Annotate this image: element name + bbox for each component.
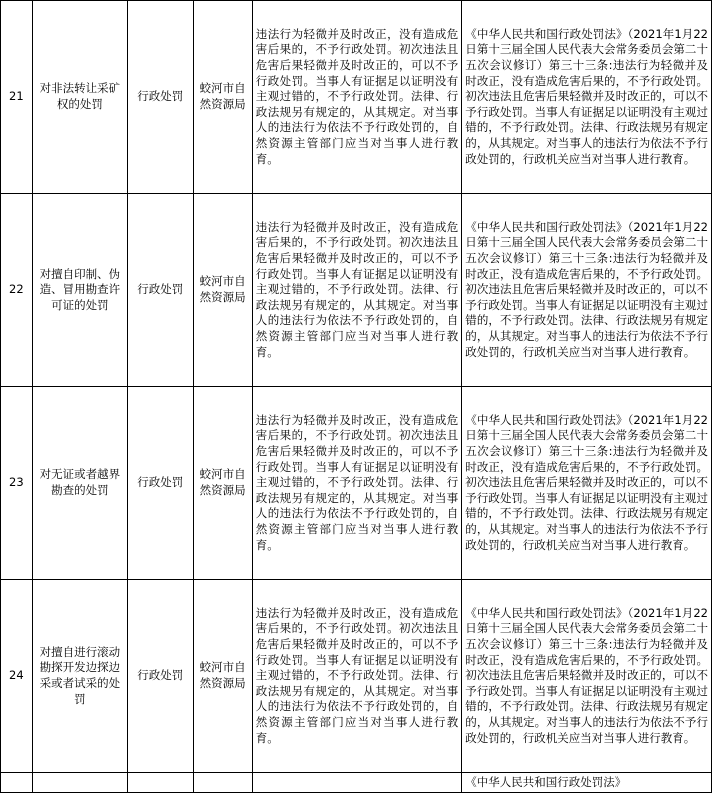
- item-type: 行政处罚: [127, 194, 193, 387]
- table-row: [1, 580, 712, 773]
- penalty-exemption-condition: 违法行为轻微并及时改正，没有造成危害后果的，不予行政处罚。初次违法且危害后果轻微并及时改正的，可以不予行政处罚。当事人有证据足以证明没有主观过错的，不予行政处罚。法律、行政法规另有规定的，从其规定。对当事人的违法行为依法不予行政处罚的，自然资源主管部门应当对当事人进行教育。: [252, 387, 461, 580]
- legal-basis: 《中华人民共和国行政处罚法》: [462, 773, 712, 793]
- legal-basis: 《中华人民共和国行政处罚法》（2021年1月22日第十三届全国人民代表大会常务委员会第二十五次会议修订）第三十三条:违法行为轻微并及时改正，没有造成危害后果的，不予行政处罚。初次违法且危害后果轻微并及时改正的，可以不予行政处罚。当事人有证据足以证明没有主观过错的，不予行政处罚。法律、行政法规另有规定的，从其规定。对当事人的违法行为依法不予行政处罚的，行政机关应当对当事人进行教育。: [462, 194, 712, 387]
- penalty-exemption-condition: 违法行为轻微并及时改正，没有造成危害后果的，不予行政处罚。初次违法且危害后果轻微并及时改正的，可以不予行政处罚。当事人有证据足以证明没有主观过错的，不予行政处罚。法律、行政法规另有规定的，从其规定。对当事人的违法行为依法不予行政处罚的，自然资源主管部门应当对当事人进行教育。: [252, 1, 461, 194]
- legal-basis: 《中华人民共和国行政处罚法》（2021年1月22日第十三届全国人民代表大会常务委员会第二十五次会议修订）第三十三条:违法行为轻微并及时改正，没有造成危害后果的，不予行政处罚。初次违法且危害后果轻微并及时改正的，可以不予行政处罚。当事人有证据足以证明没有主观过错的，不予行政处罚。法律、行政法规另有规定的，从其规定。对当事人的违法行为依法不予行政处罚的，行政机关应当对当事人进行教育。: [462, 1, 712, 194]
- penalty-exemption-condition: 违法行为轻微并及时改正，没有造成危害后果的，不予行政处罚。初次违法且危害后果轻微并及时改正的，可以不予行政处罚。当事人有证据足以证明没有主观过错的，不予行政处罚。法律、行政法规另有规定的，从其规定。对当事人的违法行为依法不予行政处罚的，自然资源主管部门应当对当事人进行教育。: [252, 194, 461, 387]
- row-number: 22: [1, 194, 33, 387]
- item-type: 行政处罚: [127, 1, 193, 194]
- item-name: 对非法转让采矿权的处罚: [32, 1, 127, 194]
- item-name: 对无证或者越界勘查的处罚: [32, 387, 127, 580]
- responsible-department: 蛟河市自然资源局: [193, 1, 252, 194]
- row-number: 23: [1, 387, 33, 580]
- penalty-exemption-condition: 违法行为轻微并及时改正，没有造成危害后果的，不予行政处罚。初次违法且危害后果轻微并及时改正的，可以不予行政处罚。当事人有证据足以证明没有主观过错的，不予行政处罚。法律、行政法规另有规定的，从其规定。对当事人的违法行为依法不予行政处罚的，自然资源主管部门应当对当事人进行教育。: [252, 580, 461, 773]
- row-number: 24: [1, 580, 33, 773]
- table-row: [1, 1, 712, 194]
- legal-basis: 《中华人民共和国行政处罚法》（2021年1月22日第十三届全国人民代表大会常务委员会第二十五次会议修订）第三十三条:违法行为轻微并及时改正，没有造成危害后果的，不予行政处罚。初次违法且危害后果轻微并及时改正的，可以不予行政处罚。当事人有证据足以证明没有主观过错的，不予行政处罚。法律、行政法规另有规定的，从其规定。对当事人的违法行为依法不予行政处罚的，行政机关应当对当事人进行教育。: [462, 580, 712, 773]
- item-name: 对擅自印制、伪造、冒用勘查许可证的处罚: [32, 194, 127, 387]
- responsible-department: 蛟河市自然资源局: [193, 194, 252, 387]
- item-name: 对擅自进行滚动勘探开发边探边采或者试采的处罚: [32, 580, 127, 773]
- item-type: 行政处罚: [127, 580, 193, 773]
- responsible-department: 蛟河市自然资源局: [193, 580, 252, 773]
- table-row: [1, 387, 712, 580]
- table-row: [1, 194, 712, 387]
- responsible-department: 蛟河市自然资源局: [193, 387, 252, 580]
- row-number: 21: [1, 1, 33, 194]
- legal-basis: 《中华人民共和国行政处罚法》（2021年1月22日第十三届全国人民代表大会常务委员会第二十五次会议修订）第三十三条:违法行为轻微并及时改正，没有造成危害后果的，不予行政处罚。初次违法且危害后果轻微并及时改正的，可以不予行政处罚。当事人有证据足以证明没有主观过错的，不予行政处罚。法律、行政法规另有规定的，从其规定。对当事人的违法行为依法不予行政处罚的，行政机关应当对当事人进行教育。: [462, 387, 712, 580]
- item-type: 行政处罚: [127, 387, 193, 580]
